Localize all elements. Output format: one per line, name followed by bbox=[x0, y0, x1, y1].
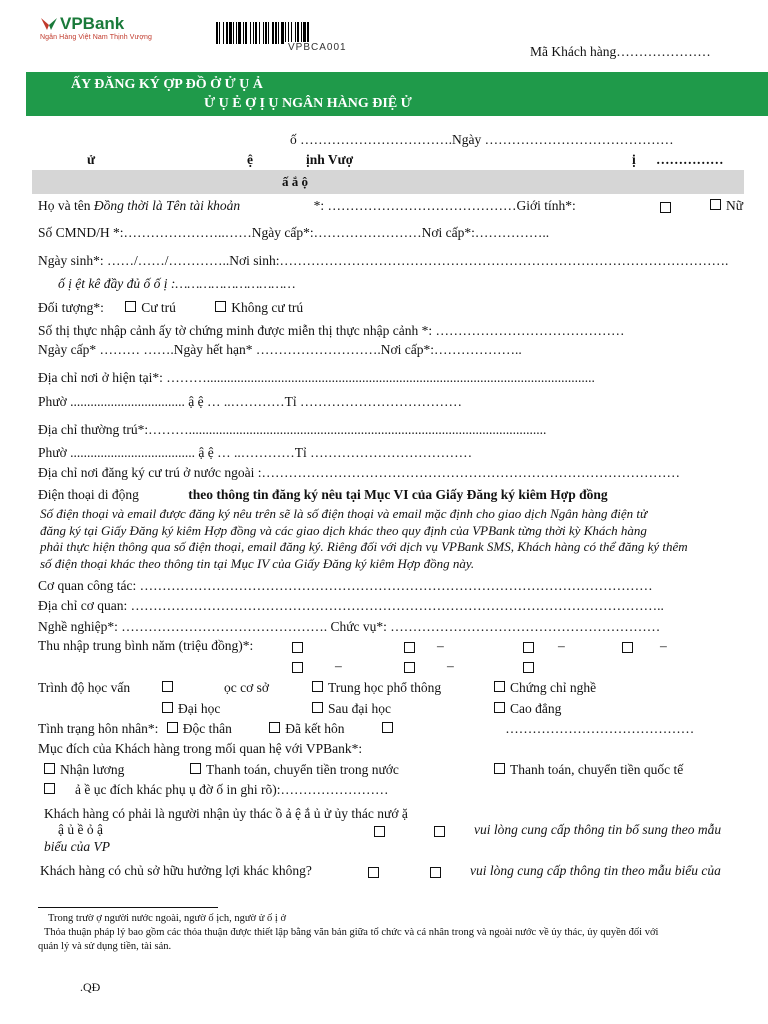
education-option-6[interactable] bbox=[494, 701, 561, 717]
full-name-row[interactable] bbox=[38, 198, 576, 214]
logo-text: VPBank bbox=[60, 14, 125, 33]
marital-status-label: Tình trạng hôn nhân*: bbox=[38, 721, 159, 736]
education-option-6-checkbox[interactable] bbox=[494, 702, 505, 713]
purpose-option-other[interactable] bbox=[44, 782, 388, 798]
income-option-5-checkbox[interactable] bbox=[292, 662, 303, 673]
relationship-purpose-label: Mục đích của Khách hàng trong mối quan hệ với VPBank*: bbox=[38, 741, 363, 756]
education-option-3-label: Chứng chỉ nghề bbox=[510, 680, 597, 695]
permanent-address-row[interactable]: Địa chỉ thường trú*:……….......................................................................................................... bbox=[38, 422, 547, 437]
beneficial-owner-note: vui lòng cung cấp thông tin theo mẫu biểu của bbox=[470, 863, 721, 878]
beneficial-owner-question: Khách hàng có chủ sở hữu hưởng lợi khác không? bbox=[40, 863, 312, 878]
intro-fragment-e: …………… bbox=[656, 152, 724, 167]
trustee-note: vui lòng cung cấp thông tin bổ sung theo mẫu bbox=[474, 822, 722, 837]
trustee-question: Khách hàng có phải là người nhận ủy thác ồ ả ệ ắ ủ ử ủy thác nướ ặ bbox=[44, 806, 408, 821]
income-option-4-dash: – bbox=[660, 638, 667, 653]
income-option-2-dash: – bbox=[437, 638, 444, 653]
income-option-6-checkbox[interactable] bbox=[404, 662, 415, 673]
income-option-3-dash: – bbox=[558, 638, 565, 653]
full-name-dots[interactable]: *: ……………………………………Giới tính*: bbox=[313, 198, 576, 213]
purpose-option-1[interactable] bbox=[44, 762, 124, 778]
resident-label: Cư trú bbox=[141, 300, 176, 315]
contact-note-line-2: đăng ký tại Giấy Đăng ký kiêm Hợp đồng và các giao dịch khác theo quy định của VPBank từng thời kỳ Khách hàng bbox=[40, 522, 647, 538]
id-card-row[interactable]: Số CMND/H *:…………………..……Ngày cấp*:……………………Nơi cấp*:…………….. bbox=[38, 225, 550, 240]
visa-number-row[interactable]: Số thị thực nhập cảnh ấy tờ chứng minh được miễn thị thực nhập cảnh *: …………………………………… bbox=[38, 323, 625, 338]
contact-note bbox=[40, 506, 750, 572]
intro-fragment-c: ịnh Vượ bbox=[306, 152, 354, 167]
gender-female-label: Nữ bbox=[726, 198, 744, 213]
mobile-phone-reference: theo thông tin đăng ký nêu tại Mục VI của Giấy Đăng ký kiêm Hợp đồng bbox=[188, 487, 608, 502]
employer-row[interactable]: Cơ quan công tác: …………………………………………………………………………………………………… bbox=[38, 578, 653, 593]
trustee-question-continued: ậ ủ ề ỏ ậ bbox=[58, 822, 103, 837]
beneficial-owner-yes-checkbox[interactable] bbox=[368, 867, 379, 878]
income-option-3-checkbox[interactable] bbox=[523, 642, 534, 653]
occupation-row[interactable]: Nghề nghiệp*: ………………………………………. Chức vụ*: …………………………………………………… bbox=[38, 619, 661, 634]
education-label: Trình độ học vấn bbox=[38, 680, 131, 695]
footnote-1: Trong trườ ợ người nước ngoài, ngườ ố ịch, ngườ ử ố ị ở bbox=[48, 913, 286, 924]
gender-male-checkbox[interactable] bbox=[660, 202, 671, 213]
mobile-phone-label: Điện thoại di động bbox=[38, 487, 139, 502]
education-option-1[interactable] bbox=[162, 680, 269, 696]
purpose-option-3-label: Thanh toán, chuyển tiền quốc tế bbox=[510, 762, 684, 777]
education-option-4-label: Đại học bbox=[178, 701, 221, 716]
education-option-5-checkbox[interactable] bbox=[312, 702, 323, 713]
footnote-2-continued: quản lý và sử dụng tiền, tài sản. bbox=[38, 941, 172, 952]
intro-fragment-b: ệ bbox=[247, 152, 253, 167]
gender-female-checkbox[interactable] bbox=[710, 199, 721, 210]
trustee-no-checkbox[interactable] bbox=[434, 826, 445, 837]
purpose-option-2-checkbox[interactable] bbox=[190, 763, 201, 774]
marital-single-checkbox[interactable] bbox=[167, 722, 178, 733]
barcode-text: VPBCA001 bbox=[285, 42, 350, 53]
purpose-option-other-label: ả ề ục đích khác phụ ụ đờ ố in ghi rõ):…………………… bbox=[75, 782, 389, 797]
address-note-row[interactable]: ố ị ệt kê đầy đủ ố ố ị :………………………… bbox=[58, 276, 296, 291]
income-option-5-dash: – bbox=[335, 658, 342, 673]
education-option-4[interactable] bbox=[162, 701, 220, 717]
form-title-line-2: Ử Ụ Ẻ Ợ Ị Ụ NGÂN HÀNG ĐIỆ Ử bbox=[204, 96, 412, 111]
income-option-6-dash: – bbox=[447, 658, 454, 673]
purpose-option-1-label: Nhận lương bbox=[60, 762, 125, 777]
income-option-7-checkbox[interactable] bbox=[523, 662, 534, 673]
intro-fragment-d: ị bbox=[632, 152, 636, 167]
purpose-option-1-checkbox[interactable] bbox=[44, 763, 55, 774]
vpbank-logo bbox=[40, 14, 160, 41]
document-code: .QĐ bbox=[80, 980, 101, 994]
section-header-bar bbox=[32, 170, 744, 194]
education-option-6-label: Cao đẳng bbox=[510, 701, 562, 716]
purpose-option-3[interactable] bbox=[494, 762, 683, 778]
trustee-yes-checkbox[interactable] bbox=[374, 826, 385, 837]
mobile-phone-row[interactable] bbox=[38, 487, 608, 503]
intro-fragment-a: ử bbox=[87, 152, 96, 167]
purpose-option-other-checkbox[interactable] bbox=[44, 783, 55, 794]
customer-code-field[interactable]: Mã Khách hàng………………… bbox=[530, 44, 711, 59]
marital-married-label: Đã kết hôn bbox=[285, 721, 345, 736]
permanent-ward-row[interactable]: Phườ ..................................... ậ ệ … ..…………Tỉ ……………………………… bbox=[38, 445, 473, 460]
footnote-divider bbox=[38, 907, 218, 908]
foreign-address-row[interactable]: Địa chỉ nơi đăng ký cư trú ở nước ngoài :………………………………………………………………………………… bbox=[38, 465, 681, 480]
logo-tagline: Ngân Hàng Việt Nam Thịnh Vượng bbox=[40, 34, 153, 41]
education-option-1-label: ọc cơ sở bbox=[224, 680, 270, 695]
marital-other-checkbox[interactable] bbox=[382, 722, 393, 733]
purpose-option-2-label: Thanh toán, chuyển tiền trong nước bbox=[206, 762, 399, 777]
resident-status-row[interactable] bbox=[38, 300, 303, 316]
purpose-option-3-checkbox[interactable] bbox=[494, 763, 505, 774]
resident-checkbox[interactable] bbox=[125, 301, 136, 312]
gender-female-option[interactable] bbox=[710, 198, 743, 214]
footnote-2: Thỏa thuận pháp lý bao gồm các thỏa thuận được thiết lập bằng văn bản giữa tổ chức và cá nhân trong và ngoài nước về ủy thác, ủy quyền đối với bbox=[44, 927, 659, 938]
education-option-5-label: Sau đại học bbox=[328, 701, 391, 716]
full-name-label: Họ và tên bbox=[38, 198, 91, 213]
nonresident-label: Không cư trú bbox=[231, 300, 304, 315]
marital-status-row[interactable] bbox=[38, 721, 694, 737]
education-option-1-checkbox[interactable] bbox=[162, 681, 173, 692]
nonresident-checkbox[interactable] bbox=[215, 301, 226, 312]
trustee-note-continued: biểu của VP bbox=[44, 839, 110, 854]
education-option-4-checkbox[interactable] bbox=[162, 702, 173, 713]
form-title-banner bbox=[26, 72, 768, 116]
date-of-birth-row[interactable]: Ngày sinh*: ……/……/…………..Nơi sinh:………………………………………………………………………………………. bbox=[38, 253, 729, 268]
education-option-5[interactable] bbox=[312, 701, 391, 717]
section-header-text: ấ ắ ộ bbox=[282, 174, 308, 189]
income-label: Thu nhập trung bình năm (triệu đồng)*: bbox=[38, 638, 254, 653]
current-address-row[interactable]: Địa chỉ nơi ở hiện tại*: ………................................................................................................................... bbox=[38, 370, 595, 385]
beneficial-owner-no-checkbox[interactable] bbox=[430, 867, 441, 878]
education-option-2[interactable] bbox=[312, 680, 441, 696]
resident-status-label: Đối tượng*: bbox=[38, 300, 104, 315]
education-option-2-checkbox[interactable] bbox=[312, 681, 323, 692]
full-name-note: Đồng thời là Tên tài khoản bbox=[93, 198, 241, 213]
form-title-line-1: ẤY ĐĂNG KÝ ỢP ĐỒ Ở Ử Ụ Ả bbox=[71, 77, 263, 92]
contact-note-line-1: Số điện thoại và email được đăng ký nêu trên sẽ là số điện thoại và email mặc định cho giao dịch Ngân hàng điện tử bbox=[40, 506, 648, 521]
education-option-3-checkbox[interactable] bbox=[494, 681, 505, 692]
marital-married-checkbox[interactable] bbox=[269, 722, 280, 733]
visa-dates-row[interactable]: Ngày cấp* ……… …….Ngày hết hạn* ……………………….Nơi cấp*:……………….. bbox=[38, 342, 522, 357]
employer-address-row[interactable]: Địa chỉ cơ quan: ……………………………………………………………………………………………………….. bbox=[38, 598, 664, 613]
purpose-option-2[interactable] bbox=[190, 762, 399, 778]
vpbank-logo-icon bbox=[40, 16, 58, 32]
marital-other-dots[interactable]: …………………………………… bbox=[505, 721, 695, 736]
marital-single-label: Độc thân bbox=[182, 721, 232, 736]
contact-note-line-3: phải thực hiện thông qua số điện thoại, email đăng ký. Riêng đối với dịch vụ VPBank SMS, Khách hàng có thể đăng ký thêm bbox=[40, 539, 688, 554]
contact-note-line-4: số điện thoại khác theo thông tin tại Mục IV của Giấy Đăng ký kiêm Hợp đồng này. bbox=[40, 555, 475, 571]
income-option-2-checkbox[interactable] bbox=[404, 642, 415, 653]
education-option-3[interactable] bbox=[494, 680, 596, 696]
education-option-2-label: Trung học phổ thông bbox=[328, 680, 442, 695]
contract-number-date[interactable]: ố …………………………….Ngày …………………………………… bbox=[290, 132, 674, 147]
current-ward-row[interactable]: Phườ .................................. ậ ệ … ..…………Tỉ ……………………………… bbox=[38, 394, 462, 409]
income-option-4-checkbox[interactable] bbox=[622, 642, 633, 653]
income-option-1-checkbox[interactable] bbox=[292, 642, 303, 653]
